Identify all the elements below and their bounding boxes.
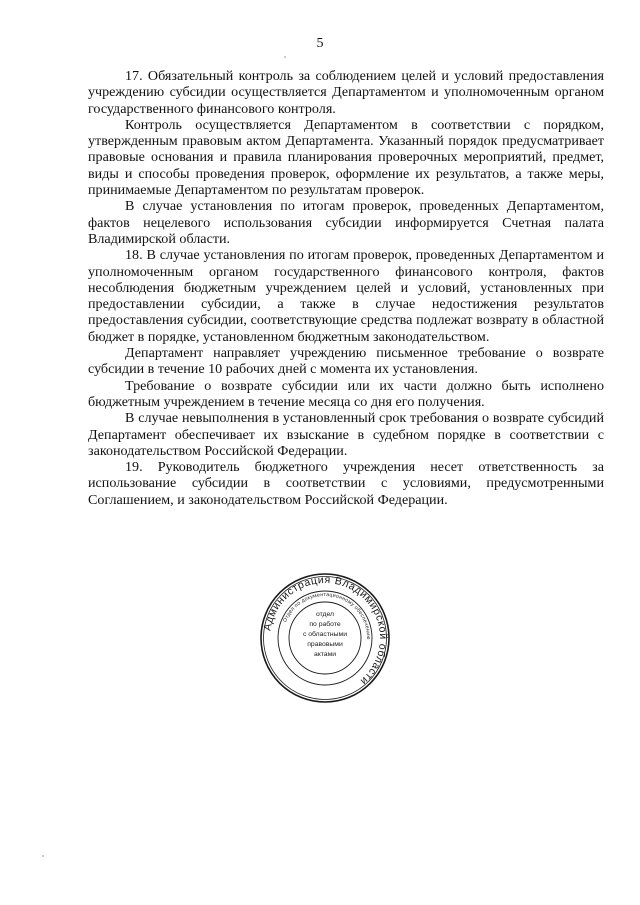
stamp-center-line-2: по работе bbox=[309, 621, 341, 628]
stamp-center-line-3: с областными bbox=[302, 631, 348, 638]
stamp-outer-text: Администрация Владимирской области bbox=[261, 573, 390, 688]
paragraph-misuse: В случае установления по итогам проверок, проведенных Департаментом, фактов нецелевого использования субсидии информируется Счетная палата Владимирской области. bbox=[88, 198, 604, 247]
scan-speck bbox=[42, 855, 44, 857]
stamp-inner-text: Отдел по документационному обеспечению bbox=[282, 591, 372, 640]
page-number: 5 bbox=[316, 36, 324, 51]
scan-speck bbox=[284, 56, 286, 58]
official-stamp bbox=[259, 572, 391, 704]
paragraph-demand: Департамент направляет учреждению письменное требование о возврате субсидии в течение 10 рабочих дней с момента их установления. bbox=[88, 345, 604, 378]
document-body bbox=[88, 68, 604, 508]
stamp-center-line-5: актами bbox=[313, 651, 337, 658]
stamp-center-line-4: правовыми bbox=[307, 641, 343, 648]
stamp-center-line-1: отдел bbox=[315, 611, 335, 618]
paragraph-control: Контроль осуществляется Департаментом в соответствии с порядком, утвержденным правовым актом Департамента. Указанный порядок предусматривает правовые основания и правила планирования проверочных мероприятий, предмет, виды и способы проведения проверок, оформление их результатов, а также меры, принимаемые Департаментом по результатам проверок. bbox=[88, 116, 604, 199]
paragraph-17: 17. Обязательный контроль за соблюдением целей и условий предоставления учреждению субсидии осуществляется Департаментом и уполномоченным органом государственного финансового контроля. bbox=[88, 68, 604, 117]
paragraph-18: 18. В случае установления по итогам проверок, проведенных Департаментом и уполномоченным органом государственного финансового контроля, фактов несоблюдения бюджетным учреждением целей и условий, установленных при предоставлении субсидии, а также в случае недостижения результатов предоставления субсидии, соответствующие средства подлежат возврату в областной бюджет в порядке, установленном бюджетным законодательством. bbox=[88, 247, 604, 345]
paragraph-enforcement: В случае невыполнения в установленный срок требования о возврате субсидий Департамент обеспечивает их взыскание в судебном порядке в соответствии с законодательством Российской Федерации. bbox=[88, 410, 604, 459]
paragraph-deadline: Требование о возврате субсидии или их части должно быть исполнено бюджетным учреждением в течение месяца со дня его получения. bbox=[88, 377, 604, 410]
paragraph-19: 19. Руководитель бюджетного учреждения несет ответственность за использование субсидии в соответствии с условиями, предусмотренными Соглашением, и законодательством Российской Федерации. bbox=[88, 459, 604, 508]
